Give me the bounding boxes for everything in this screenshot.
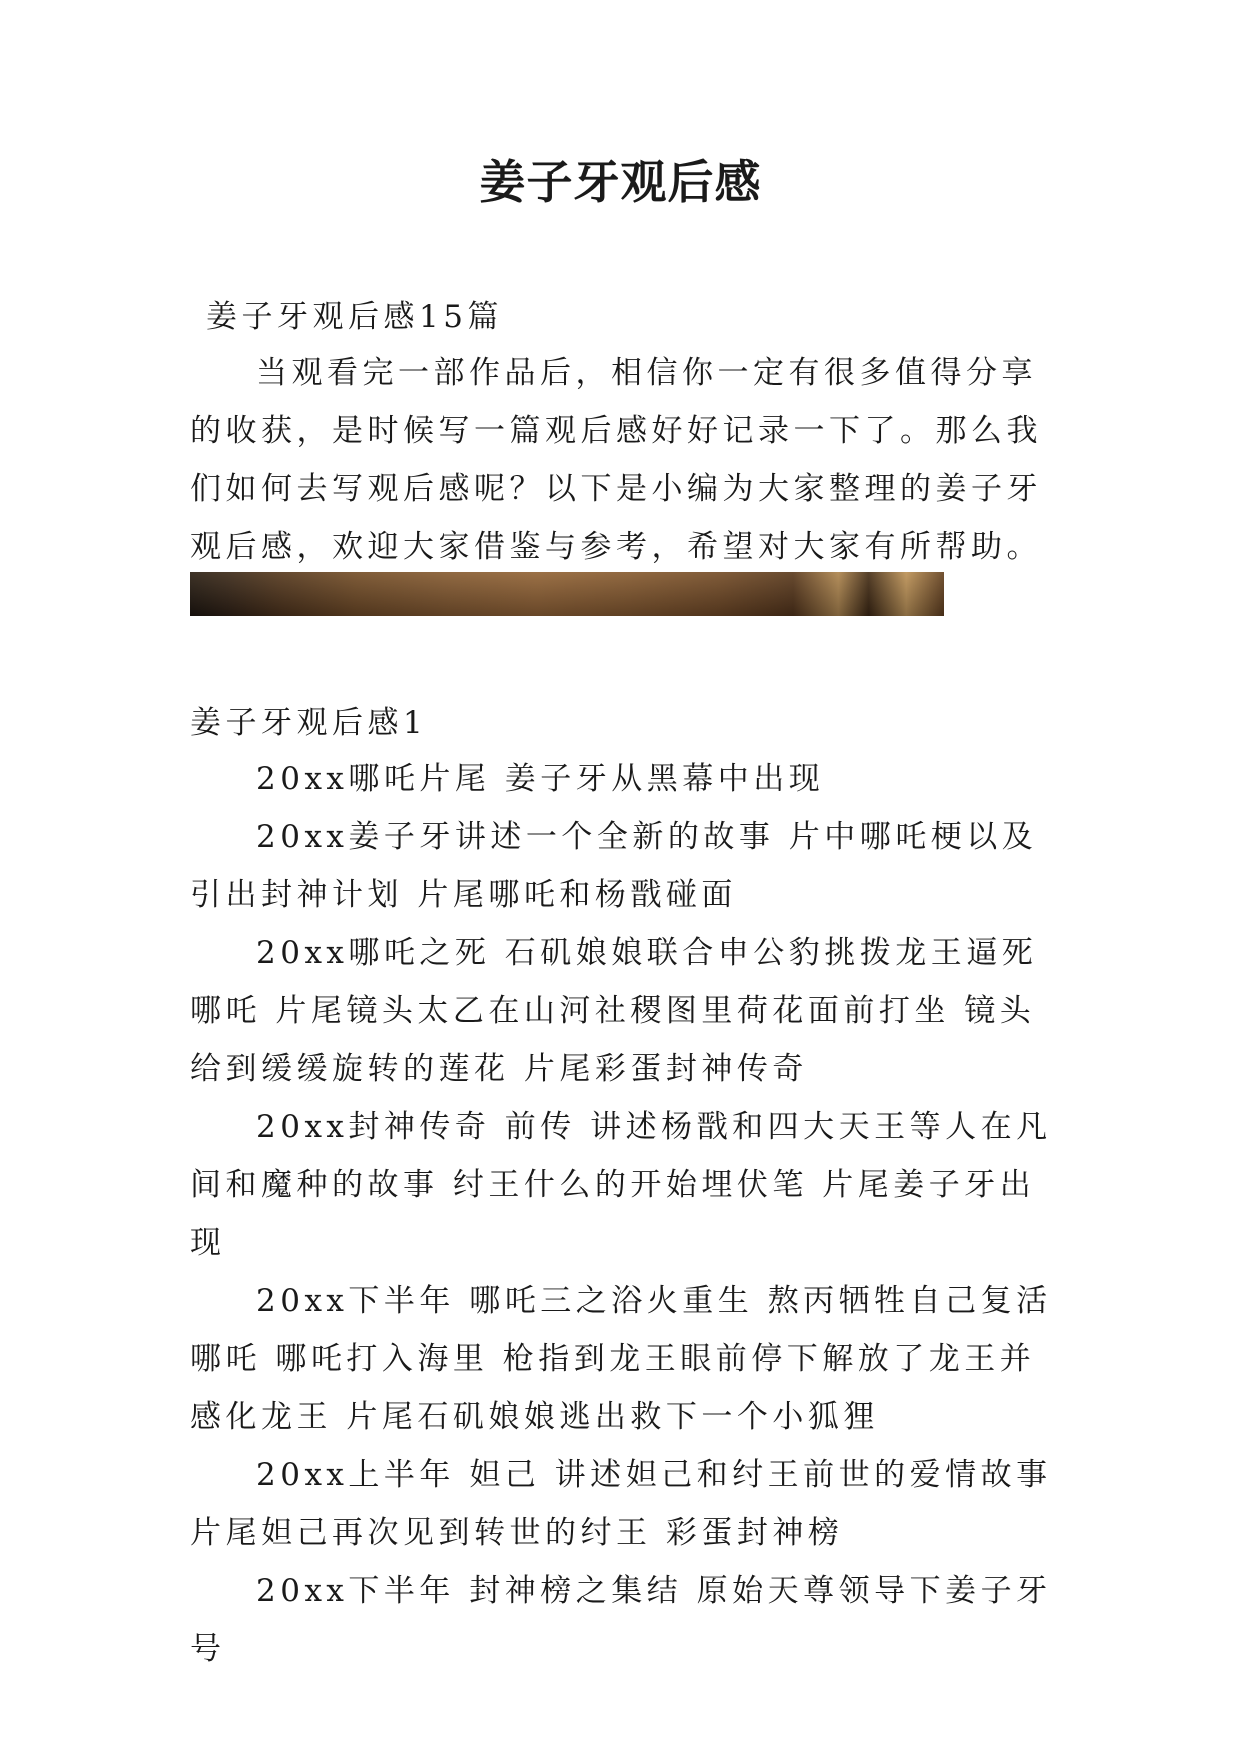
section-body [190, 750, 1060, 1678]
banner-image [190, 572, 944, 616]
section-heading: 姜子牙观后感1 [190, 705, 428, 741]
paragraph: 20xx上半年 妲己 讲述妲己和纣王前世的爱情故事 片尾妲己再次见到转世的纣王 彩蛋封神榜 [190, 1457, 1052, 1551]
paragraph: 20xx姜子牙讲述一个全新的故事 片中哪吒梗以及引出封神计划 片尾哪吒和杨戬碰面 [190, 819, 1038, 913]
page-title: 姜子牙观后感 [479, 155, 762, 209]
paragraph: 20xx封神传奇 前传 讲述杨戬和四大天王等人在凡间和魔种的故事 纣王什么的开始埋伏笔 片尾姜子牙出现 [190, 1109, 1052, 1261]
paragraph: 20xx哪吒片尾 姜子牙从黑幕中出现 [256, 761, 825, 797]
document-subtitle: 姜子牙观后感15篇 [206, 299, 503, 335]
intro-paragraph [190, 344, 1060, 576]
intro-text: 当观看完一部作品后，相信你一定有很多值得分享的收获，是时候写一篇观后感好好记录一下了。那么我们如何去写观后感呢？以下是小编为大家整理的姜子牙观后感，欢迎大家借鉴与参考，希望对大家有所帮助。 [190, 355, 1042, 565]
paragraph: 20xx下半年 哪吒三之浴火重生 熬丙牺牲自己复活哪吒 哪吒打入海里 枪指到龙王眼前停下解放了龙王并感化龙王 片尾石矶娘娘逃出救下一个小狐狸 [190, 1283, 1052, 1435]
paragraph: 20xx下半年 封神榜之集结 原始天尊领导下姜子牙号 [190, 1573, 1052, 1667]
paragraph: 20xx哪吒之死 石矶娘娘联合申公豹挑拨龙王逼死哪吒 片尾镜头太乙在山河社稷图里荷花面前打坐 镜头给到缓缓旋转的莲花 片尾彩蛋封神传奇 [190, 935, 1038, 1087]
